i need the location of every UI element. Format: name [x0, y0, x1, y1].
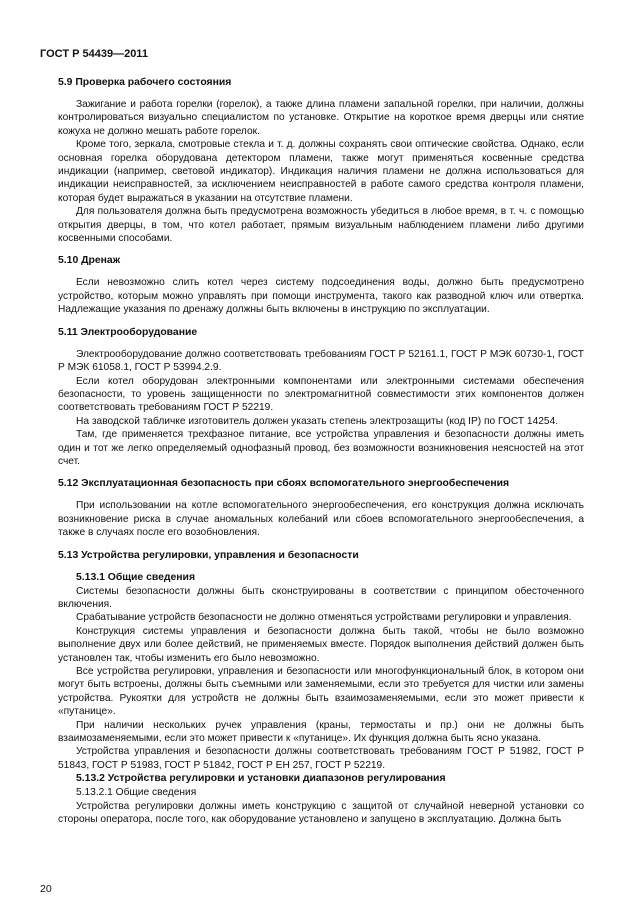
paragraph: Конструкция системы управления и безопасности должна быть такой, чтобы не было возможно выполнение двух или более действий, не применяемых вместе. Порядок выполнения действий должен быть установлен так, чтобы изменить его было невозможно. [58, 625, 584, 664]
subsection-title: 5.13.2 Устройства регулировки и установки диапазонов регулирования [76, 773, 446, 785]
paragraph: Срабатывание устройств безопасности не должно отменяться устройствами регулировки и управления. [76, 612, 572, 624]
section-title: 5.11 Электрооборудование [58, 326, 198, 338]
section-5-12 [58, 477, 584, 539]
paragraph: Электрооборудование должно соответствовать требованиям ГОСТ Р 52161.1, ГОСТ Р МЭК 60730-1, ГОСТ Р МЭК 61058.1, ГОСТ Р 53994.2.9. [58, 348, 584, 374]
paragraph: Для пользователя должна быть предусмотрена возможность убедиться в любое время, в т. ч. с помощью открытия дверцы, в том, что котел работает, прямым визуальным наблюдением пламени либо другими косвенными способами. [58, 206, 584, 245]
paragraph: Там, где применяется трехфазное питание, все устройства управления и безопасности должны иметь один и тот же легко определяемый однофазный провод, без возможности возникновения неясностей на этот счет. [58, 429, 584, 467]
paragraph: Все устройства регулировки, управления и безопасности или многофункциональный блок, в котором они могут быть встроены, должны быть съемными или заменяемыми, если это требуется для чистки или замены устройства. Рукоятки для устройств не должны быть взаимозаменяемыми, если это может привести к «путанице». [58, 666, 584, 718]
section-5-9 [58, 76, 584, 245]
running-header: ГОСТ Р 54439—2011 [40, 48, 148, 60]
paragraph: Устройства управления и безопасности должны соответствовать требованиям ГОСТ Р 51982, ГОСТ Р 51843, ГОСТ Р 51983, ГОСТ Р 51842, ГОСТ Р ЕН 257, ГОСТ Р 52219. [58, 746, 584, 771]
paragraph: При наличии нескольких ручек управления (краны, термостаты и пр.) они не должны быть взаимозаменяемыми, если это может привести к «путанице». Их функция должна быть ясно указана. [58, 719, 584, 745]
section-title: 5.9 Проверка рабочего состояния [58, 77, 232, 88]
paragraph: Если котел оборудован электронными компонентами или электронными системами обеспечения безопасности, то уровень защищенности по электромагнитной совместимости этих компонентов должен соответствовать требованиям ГОСТ Р 52219. [58, 375, 584, 414]
paragraph: Системы безопасности должны быть сконструированы в соответствии с принципом обесточенного включения. [58, 585, 584, 610]
paragraph: На заводской табличке изготовитель должен указать степень электрозащиты (код IP) по ГОСТ 14254. [76, 415, 559, 427]
page-number: 20 [40, 883, 52, 895]
section-title: 5.12 Эксплуатационная безопасность при сбоях вспомогательного энергообеспечения [58, 478, 510, 490]
paragraph: Если невозможно слить котел через систему подсоединения воды, должно быть предусмотрено устройство, которым можно управлять при помощи инструмента, такого как разводной ключ или отвертка. Надлежащие указания по дренажу должны быть включены в инструкцию по эксплуатации. [58, 277, 584, 316]
paragraph: Кроме того, зеркала, смотровые стекла и т. д. должны сохранять свои оптические свойства. Однако, если основная горелка оборудована детектором пламени, также могут применяться косвенные средства индикации (например, световой индикатор). Индикация наличия пламени не должна использоваться для индикации неисправностей, за исключением неисправностей в работе самого средства контроля пламени, которая будет выражаться в указании на отсутствие пламени. [58, 139, 584, 204]
section-title: 5.13 Устройства регулировки, управления и безопасности [58, 549, 359, 561]
paragraph: Устройства регулировки должны иметь конструкцию с защитой от случайной неверной установки со стороны оператора, после того, как оборудование установлено и запущено в эксплуатацию. Должна быть [58, 800, 584, 826]
subsubsection-title: 5.13.2.1 Общие сведения [76, 787, 197, 799]
paragraph: Зажигание и работа горелки (горелок), а также длина пламени запальной горелки, при наличии, должны контролироваться визуально специалистом по установке. Открытие на короткое время дверцы или снятие кожуха не должно мешать работе горелок. [58, 99, 584, 137]
section-title: 5.10 Дренаж [58, 255, 121, 267]
section-5-10 [58, 254, 584, 316]
subsection-title: 5.13.1 Общие сведения [76, 571, 196, 583]
section-5-11 [58, 326, 584, 469]
section-5-13 [58, 549, 584, 827]
page-body [58, 76, 584, 835]
paragraph: При использовании на котле вспомогательного энергообеспечения, его конструкция должна исключать возникновение риска в случае аномальных колебаний или сбоев вспомогательного энергообеспечения, а также в случаях после его возобновления. [58, 500, 584, 539]
